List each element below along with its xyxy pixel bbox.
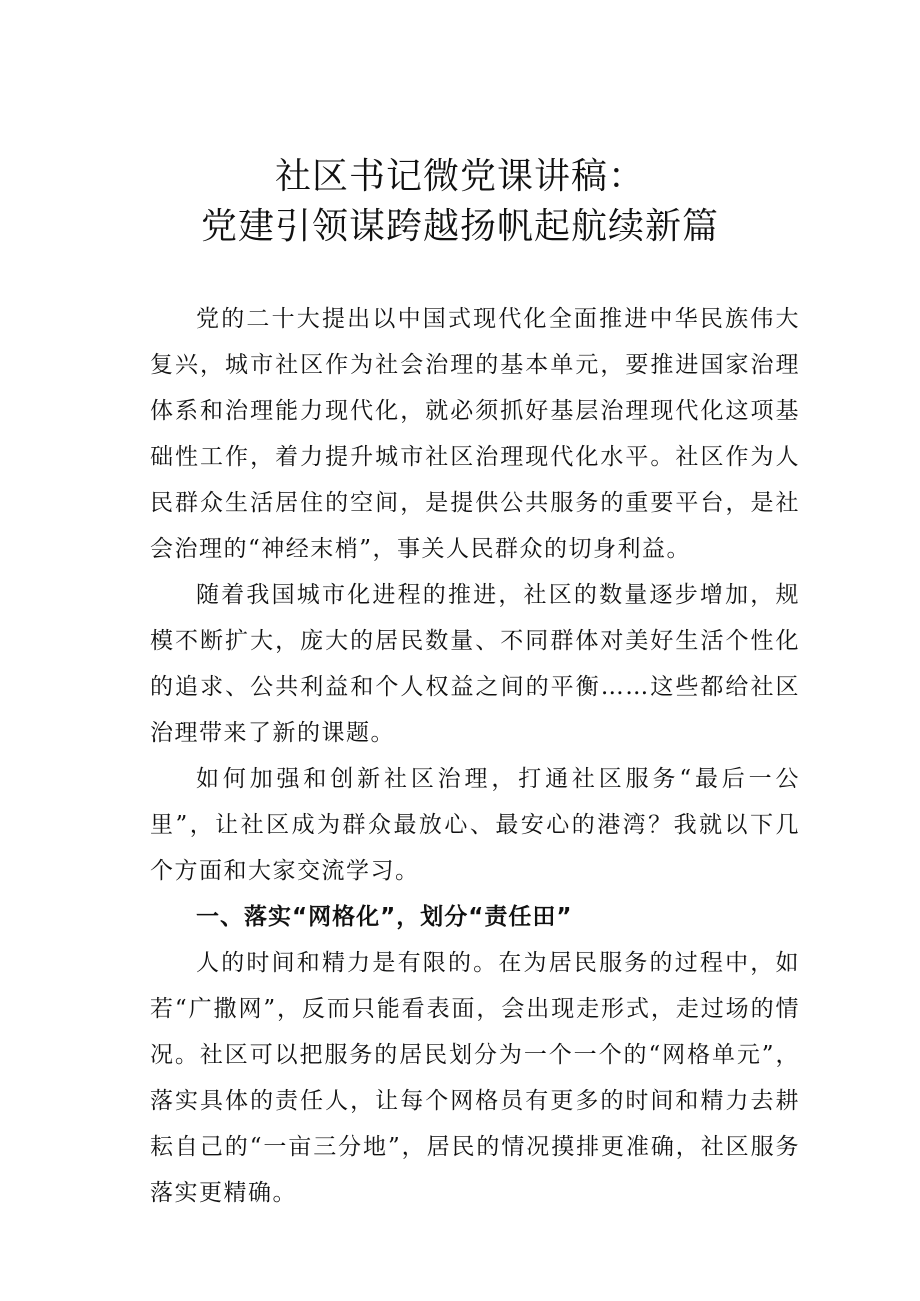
title-line-1: 社区书记微党课讲稿： bbox=[274, 156, 645, 197]
section-1-heading: 一、落实“网格化”，划分“责任田” bbox=[196, 904, 573, 930]
intro-paragraph-1: 党的二十大提出以中国式现代化全面推进中华民族伟大复兴，城市社区作为社会治理的基本单元，要推进国家治理体系和治理能力现代化，就必须抓好基层治理现代化这项基础性工作，着力提升城市社区治理现代化水平。社区作为人民群众生活居住的空间，是提供公共服务的重要平台，是社会治理的“神经末梢”，事关人民群众的切身利益。 bbox=[150, 306, 800, 562]
title-line-2: 党建引领谋跨越扬帆起航续新篇 bbox=[200, 206, 719, 247]
intro-paragraph-3: 如何加强和创新社区治理，打通社区服务“最后一公里”，让社区成为群众最放心、最安心的港湾？我就以下几个方面和大家交流学习。 bbox=[150, 766, 800, 884]
document-body bbox=[150, 296, 800, 1216]
document-title bbox=[0, 152, 920, 252]
intro-paragraph-2: 随着我国城市化进程的推进，社区的数量逐步增加，规模不断扩大，庞大的居民数量、不同群体对美好生活个性化的追求、公共利益和个人权益之间的平衡……这些都给社区治理带来了新的课题。 bbox=[150, 582, 800, 746]
section-1-paragraph: 人的时间和精力是有限的。在为居民服务的过程中，如若“广撒网”，反而只能看表面，会出现走形式，走过场的情况。社区可以把服务的居民划分为一个一个的“网格单元”，落实具体的责任人，让每个网格员有更多的时间和精力去耕耘自己的“一亩三分地”，居民的情况摸排更准确，社区服务落实更精确。 bbox=[150, 950, 800, 1206]
